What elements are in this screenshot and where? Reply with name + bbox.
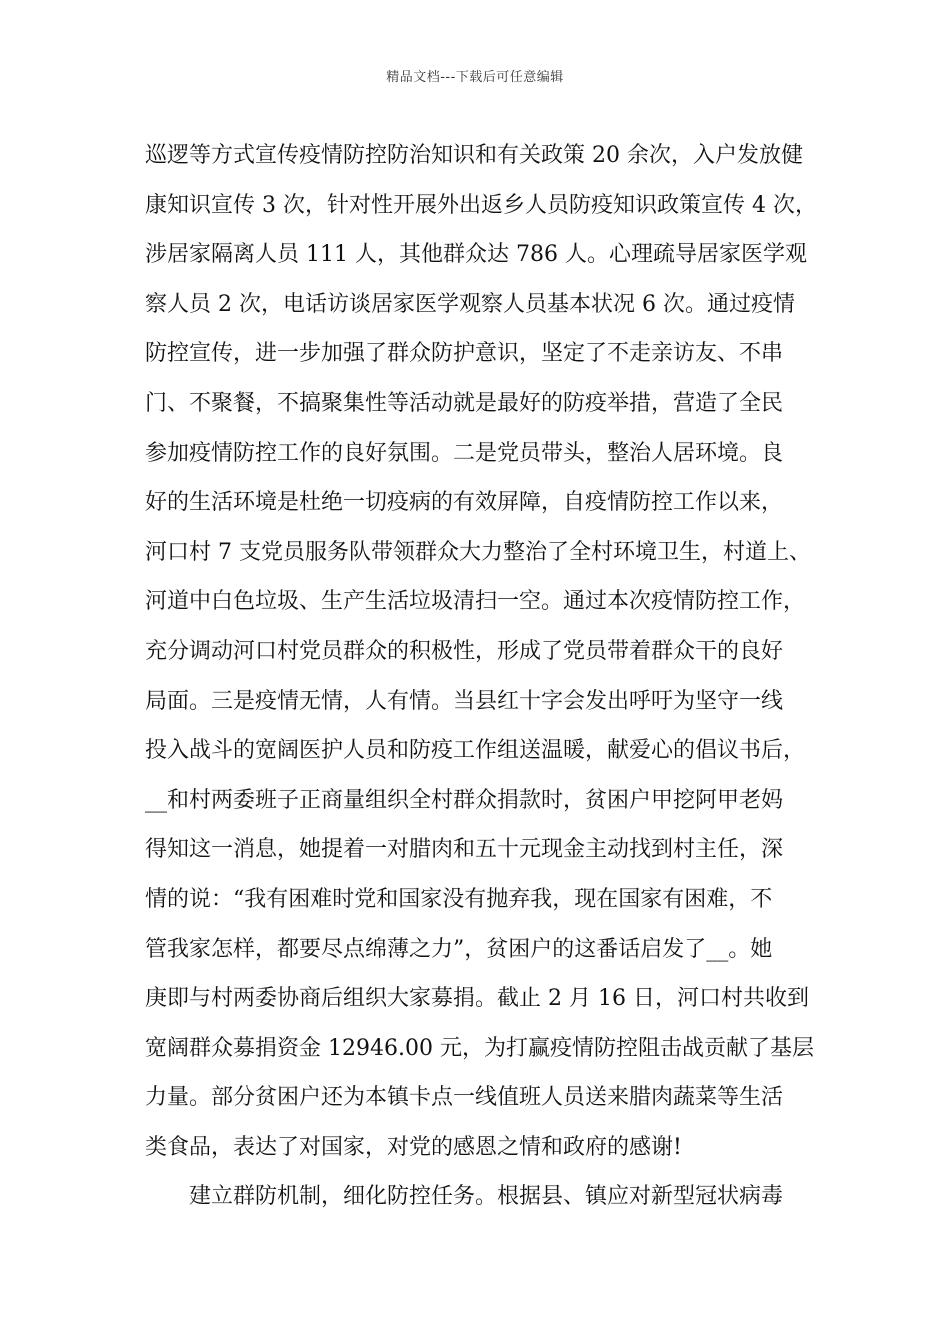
text-line: 康知识宣传 3 次，针对性开展外出返乡人员防疫知识政策宣传 4 次， [145,192,817,218]
document-body [145,131,817,1222]
text-line: 参加疫情防控工作的良好氛围。二是党员带头，整治人居环境。良 [145,440,784,466]
page-header: 精品文档---下载后可任意编辑 [386,70,564,85]
text-line: 类食品，表达了对国家，对党的感恩之情和政府的感谢! [145,1134,682,1160]
text-line: 力量。部分贫困户还为本镇卡点一线值班人员送来腊肉蔬菜等生活 [145,1085,784,1111]
text-line: 得知这一消息，她提着一对腊肉和五十元现金主动找到村主任，深 [145,837,784,863]
text-line: 察人员 2 次，电话访谈居家医学观察人员基本状况 6 次。通过疫情 [145,291,795,317]
text-line: 庚即与村两委协商后组织大家募捐。截止 2 月 16 日，河口村共收到 [145,986,809,1012]
text-line: 好的生活环境是杜绝一切疫病的有效屏障，自疫情防控工作以来， [145,490,784,516]
paragraph-first-line: 建立群防机制，细化防控任务。根据县、镇应对新型冠状病毒 [189,1184,784,1210]
text-line: 防控宣传，进一步加强了群众防护意识，坚定了不走亲访友、不串 [145,341,784,367]
text-line: 门、不聚餐，不搞聚集性等活动就是最好的防疫举措，营造了全民 [145,390,784,416]
text-line: 河道中白色垃圾、生产生活垃圾清扫一空。通过本次疫情防控工作， [145,589,806,615]
text-line: 巡逻等方式宣传疫情防控防治知识和有关政策 20 余次，入户发放健 [145,143,803,168]
text-line: 管我家怎样，都要尽点绵薄之力”，贫困户的这番话启发了__。她 [145,936,773,962]
text-line: 投入战斗的宽阔医护人员和防疫工作组送温暖，献爱心的倡议书后， [145,738,806,764]
text-line: 宽阔群众募捐资金 12946.00 元，为打赢疫情防控阻击战贡献了基层 [145,1035,814,1061]
text-line: 河口村 7 支党员服务队带领群众大力整治了全村环境卫生，村道上、 [145,539,811,565]
text-line: 情的说：“我有困难时党和国家没有抛弃我，现在国家有困难，不 [145,886,773,912]
text-line: 局面。三是疫情无情，人有情。当县红十字会发出呼吁为坚守一线 [145,688,784,714]
text-line: __和村两委班子正商量组织全村群众捐款时，贫困户甲挖阿甲老妈 [145,787,784,813]
text-line: 涉居家隔离人员 111 人，其他群众达 786 人。心理疏导居家医学观 [145,242,807,268]
text-line: 充分调动河口村党员群众的积极性，形成了党员带着群众干的良好 [145,638,784,664]
